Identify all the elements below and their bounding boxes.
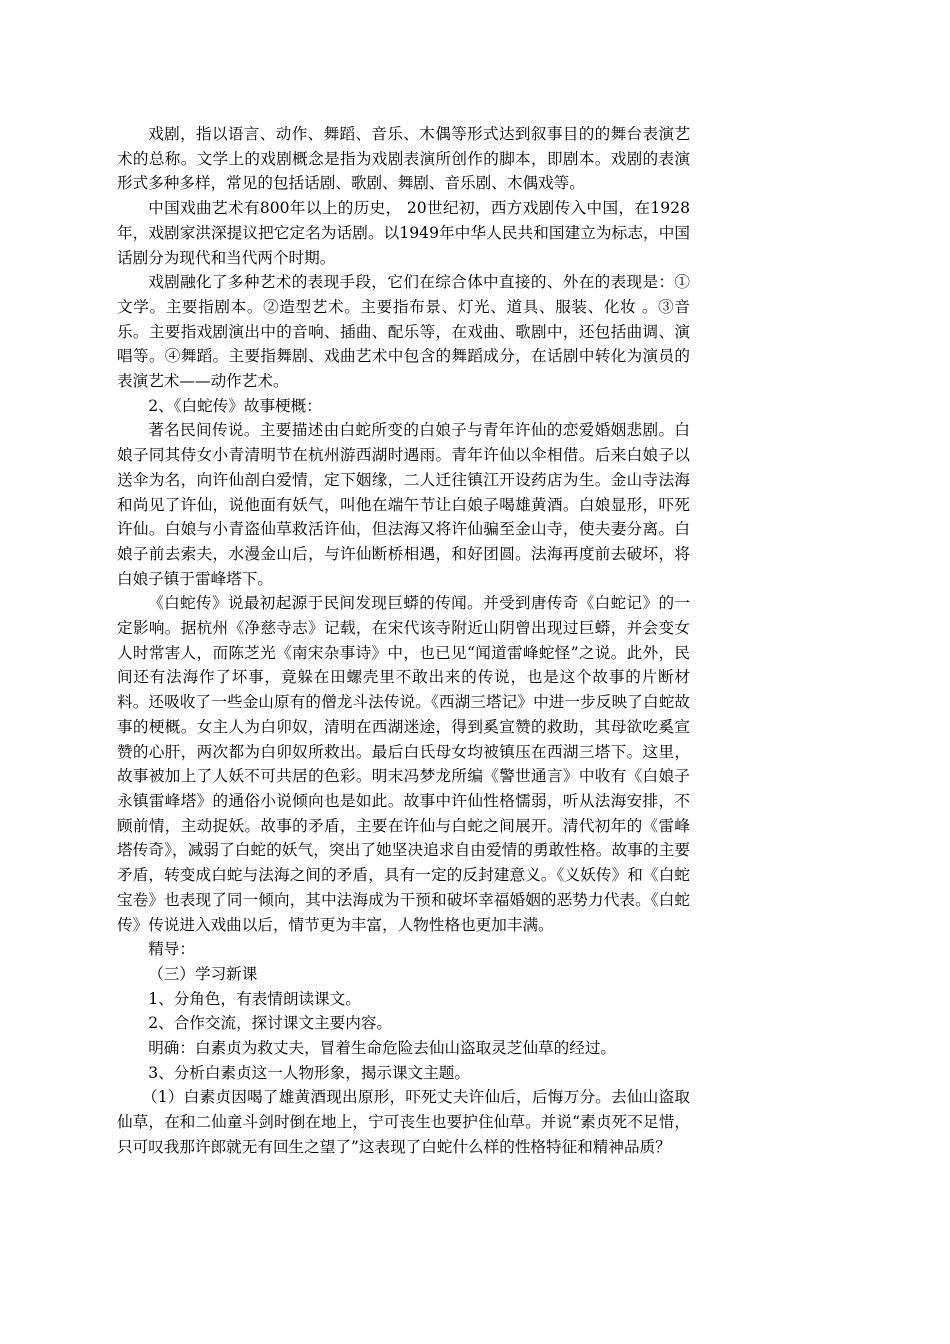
paragraph-story-synopsis: 著名民间传说。主要描述由白蛇所变的白娘子与青年许仙的恋爱婚姻悲剧。白娘子同其侍女小青清明节在杭州游西湖时遇雨。青年许仙以伞相借。后来白娘子以送伞为名，向许仙剖白爱情，定下姻缘，二人迁往镇江开设药店为生。金山寺法海和尚见了许仙，说他面有妖气，叫他在端午节让白娘子喝雄黄酒。白娘显形，吓死许仙。白娘与小青盗仙草救活许仙，但法海又将许仙骗至金山寺，使夫妻分离。白娘子前去索夫，水漫金山后，与许仙断桥相遇，和好团圆。法海再度前去破坏，将白娘子镇于雷峰塔下。 — [117, 421, 690, 588]
paragraph-chinese-drama-history: 中国戏曲艺术有800年以上的历史， 20世纪初，西方戏剧传入中国，在1928年，戏剧家洪深提议把它定名为话剧。以1949年中华人民共和国建立为标志，中国话剧分为现代和当代两个时期。 — [117, 199, 690, 267]
paragraph-story-origin: 《白蛇传》说最初起源于民间发现巨蟒的传闻。并受到唐传奇《白蛇记》的一定影响。据杭州《净慈寺志》记载，在宋代该寺附近山阴曾出现过巨蟒，并会变女人时常害人，而陈芝光《南宋杂事诗》中，也已见“闻道雷峰蛇怪”之说。此外，民间还有法海作了坏事，竟躲在田螺壳里不敢出来的传说，也是这个故事的片断材料。还吸收了一些金山原有的僧龙斗法传说。《西湖三塔记》中进一步反映了白蛇故事的梗概。女主人为白卯奴，清明在西湖迷途，得到奚宣赞的救助，其母欲吃奚宣赞的心肝，两次都为白卯奴所救出。最后白氏母女均被镇压在西湖三塔下。这里，故事被加上了人妖不可共居的色彩。明末冯梦龙所编《警世通言》中收有《白娘子永镇雷峰塔》的通俗小说倾向也是如此。故事中许仙性格懦弱，听从法海安排，不顾前情，主动捉妖。故事的矛盾，主要在许仙与白蛇之间展开。清代初年的《雷峰塔传奇》，减弱了白蛇的妖气，突出了她坚决追求自由爱情的勇敢性格。故事的主要矛盾，转变成白蛇与法海之间的矛盾，具有一定的反封建意义。《义妖传》和《白蛇宝卷》也表现了同一倾向，其中法海成为干预和破坏幸福婚姻的恶势力代表。《白蛇传》传说进入戏曲以后，情节更为丰富，人物性格也更加丰满。 — [117, 594, 690, 934]
step-character-analysis: 3、分析白素贞这一人物形象，揭示课文主题。 — [148, 1063, 470, 1082]
heading-guidance: 精导： — [148, 940, 195, 959]
step-role-reading: 1、分角色，有表情朗读课文。 — [148, 989, 361, 1008]
step-group-discussion: 2、合作交流，探讨课文主要内容。 — [148, 1014, 393, 1033]
paragraph-drama-definition: 戏剧，指以语言、动作、舞蹈、音乐、木偶等形式达到叙事目的的舞台表演艺术的总称。文学上的戏剧概念是指为戏剧表演所创作的脚本，即剧本。戏剧的表演形式多种多样，常见的包括话剧、歌剧、舞剧、音乐剧、木偶戏等。 — [117, 125, 690, 193]
document-page — [117, 122, 690, 1160]
question-1: （1）白素贞因喝了雄黄酒现出原形，吓死丈夫许仙后，后悔万分。去仙山盗取仙草，在和二仙童斗剑时倒在地上，宁可丧生也要护住仙草。并说“素贞死不足惜，只可叹我那许郎就无有回生之望了”这表现了白蛇什么样的性格特征和精神品质？ — [117, 1088, 690, 1156]
step-clarification: 明确：白素贞为救丈夫，冒着生命危险去仙山盗取灵芝仙草的经过。 — [148, 1039, 617, 1058]
heading-story-synopsis: 2、《白蛇传》故事梗概： — [148, 396, 322, 415]
paragraph-drama-art-forms: 戏剧融化了多种艺术的表现手段，它们在综合体中直接的、外在的表现是：①文学。主要指剧本。②造型艺术。主要指布景、灯光、道具、服装、化妆 。③音乐。主要指戏剧演出中的音响、插曲、配乐等，在戏曲、歌剧中，还包括曲调、演唱等。④舞蹈。主要指舞剧、戏曲艺术中包含的舞蹈成分，在话剧中转化为演员的表演艺术——动作艺术。 — [117, 273, 690, 391]
heading-new-lesson: （三）学习新课 — [148, 964, 258, 983]
